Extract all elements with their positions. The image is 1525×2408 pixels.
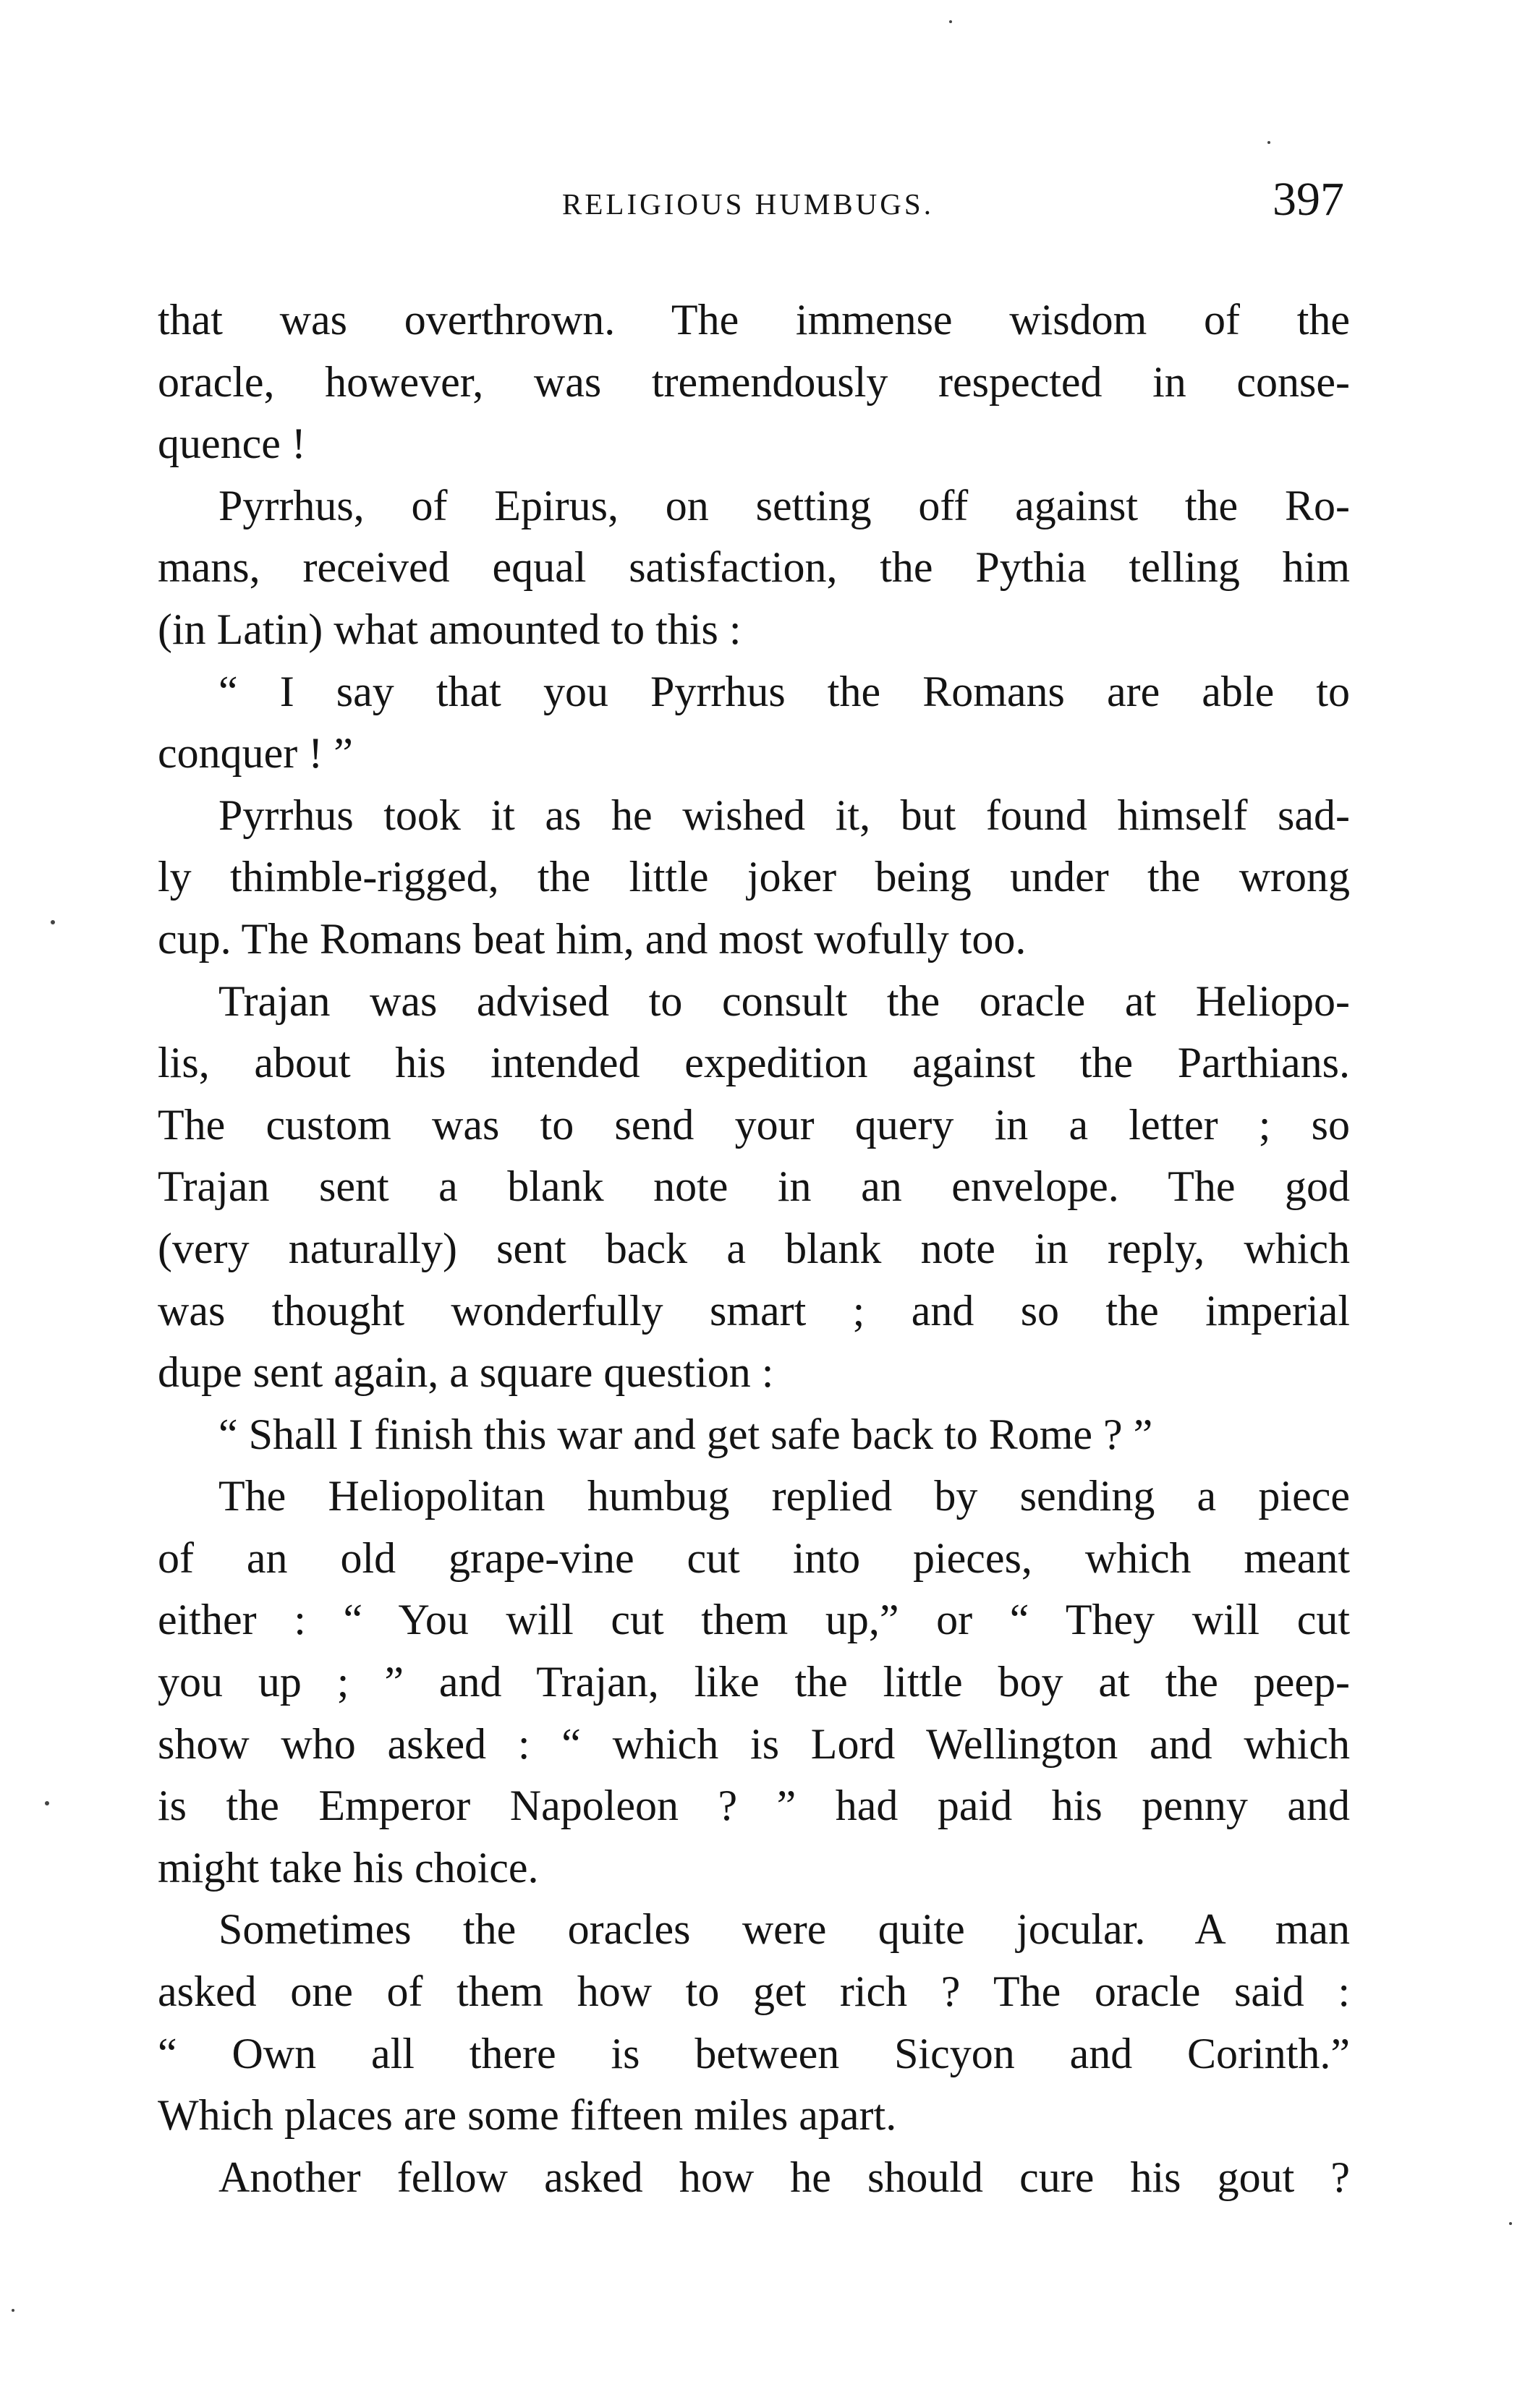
page-number: 397 <box>1273 173 1344 226</box>
paper-speck <box>1267 141 1270 144</box>
text-line: “ I say that you Pyrrhus the Romans are able to <box>218 667 1350 715</box>
text-line: cup. The Romans beat him, and most wofully too. <box>158 914 1027 963</box>
text-line: The custom was to send your query in a letter ; so <box>158 1100 1350 1149</box>
paper-speck <box>51 920 55 924</box>
text-line: of an old grape-vine cut into pieces, which meant <box>158 1533 1350 1582</box>
paper-speck <box>949 20 952 23</box>
text-line: ly thimble-rigged, the little joker being under the wrong <box>158 853 1350 901</box>
text-line: “ Shall I finish this war and get safe back to Rome ? ” <box>218 1410 1153 1458</box>
paper-speck <box>45 1801 49 1805</box>
text-line: either : “ You will cut them up,” or “ They will cut <box>158 1596 1350 1644</box>
text-line: The Heliopolitan humbug replied by sending a piece <box>218 1472 1350 1520</box>
running-head <box>152 172 1344 237</box>
text-line: Pyrrhus, of Epirus, on setting off against the Ro- <box>218 481 1350 529</box>
text-line: “ Own all there is between Sicyon and Corinth.” <box>158 2029 1350 2077</box>
text-line: asked one of them how to get rich ? The oracle said : <box>158 1967 1350 2016</box>
paper-speck <box>1509 2222 1512 2225</box>
text-body <box>158 289 1350 2208</box>
text-line: Which places are some fifteen miles apart. <box>158 2091 897 2140</box>
text-line: (very naturally) sent back a blank note in reply, which <box>158 1224 1350 1272</box>
text-line: quence ! <box>158 420 306 468</box>
paper-speck <box>12 2309 14 2312</box>
text-line: Pyrrhus took it as he wished it, but found himself sad- <box>218 791 1350 839</box>
text-line: was thought wonderfully smart ; and so the imperial <box>158 1286 1350 1335</box>
text-line: oracle, however, was tremendously respected in conse- <box>158 357 1350 406</box>
text-line: that was overthrown. The immense wisdom of the <box>158 296 1350 344</box>
text-line: conquer ! ” <box>158 729 353 778</box>
text-line: lis, about his intended expedition against the Parthians. <box>158 1039 1350 1087</box>
text-line: show who asked : “ which is Lord Wellington and which <box>158 1719 1350 1768</box>
text-line: might take his choice. <box>158 1843 539 1892</box>
text-line: dupe sent again, a square question : <box>158 1348 774 1397</box>
running-title: RELIGIOUS HUMBUGS. <box>562 187 934 221</box>
text-line: mans, received equal satisfaction, the Pythia telling him <box>158 543 1350 592</box>
text-line: Trajan was advised to consult the oracle at Heliopo- <box>218 977 1350 1025</box>
text-line: Sometimes the oracles were quite jocular. A man <box>218 1905 1350 1954</box>
text-line: Another fellow asked how he should cure his gout ? <box>218 2153 1350 2201</box>
text-line: Trajan sent a blank note in an envelope. The god <box>158 1162 1350 1211</box>
text-line: you up ; ” and Trajan, like the little boy at the peep- <box>158 1658 1350 1706</box>
text-line: is the Emperor Napoleon ? ” had paid his penny and <box>158 1782 1350 1830</box>
text-line: (in Latin) what amounted to this : <box>158 605 742 653</box>
